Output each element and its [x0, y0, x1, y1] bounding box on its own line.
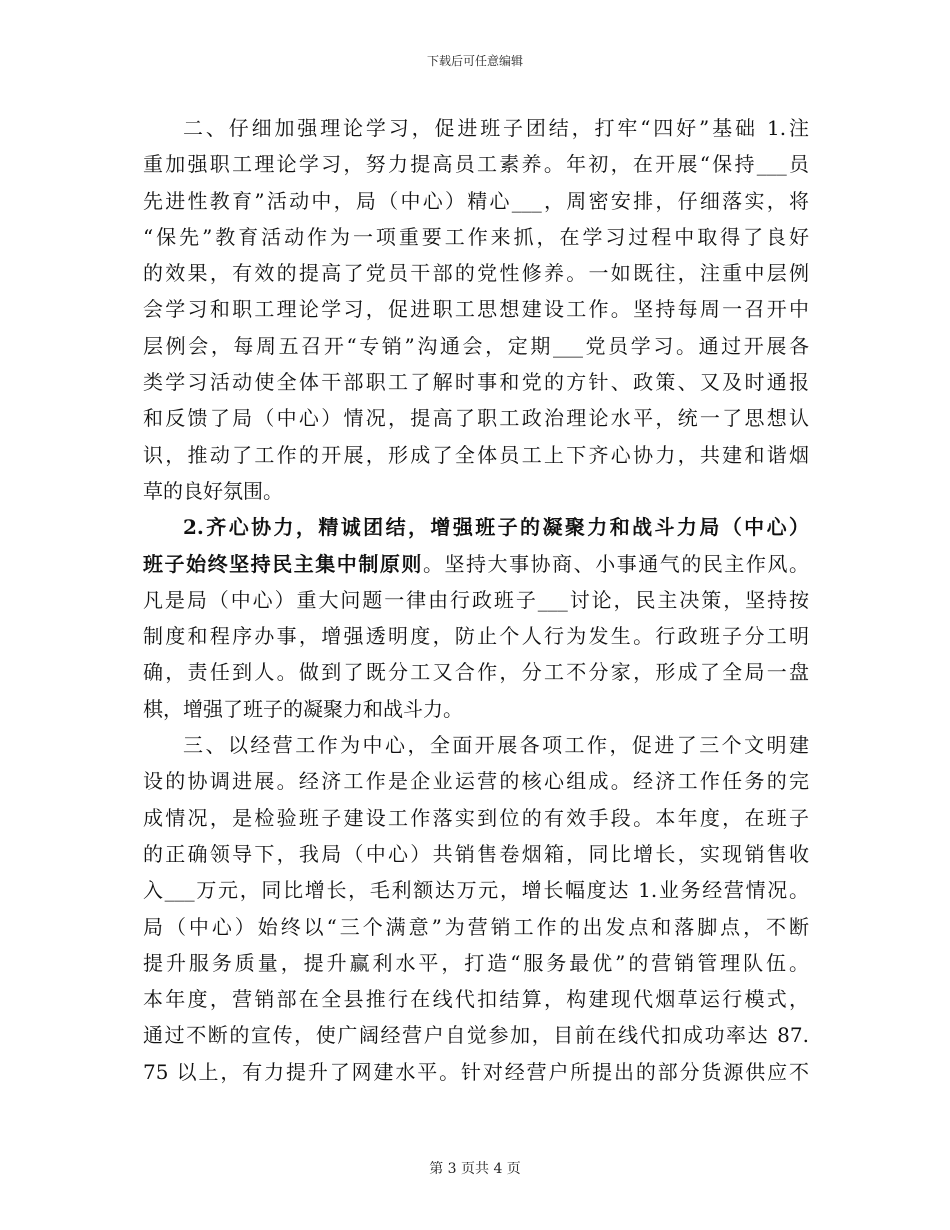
text-line: 本年度，营销部在全县推行在线代扣结算，构建现代烟草运行模式， — [143, 987, 809, 1012]
bold-heading-fragment: 班子始终坚持民主集中制原则 — [143, 551, 423, 576]
page-number: 第 3 页共 4 页 — [429, 1161, 521, 1177]
text-line: 确，责任到人。做到了既分工又合作，分工不分家，形成了全局一盘 — [143, 660, 809, 685]
text-line: 识，推动了工作的开展，形成了全体员工上下齐心协力，共建和谐烟 — [143, 442, 809, 467]
text-line: 类学习活动使全体干部职工了解时事和党的方针、政策、又及时通报 — [143, 370, 809, 395]
text-line: 草的良好氛围。 — [143, 478, 283, 503]
page-header: 下载后可任意编辑 — [426, 54, 523, 68]
text-line: 提升服务质量，提升赢利水平，打造“服务最优”的营销管理队伍。 — [143, 950, 809, 975]
text-line: 和反馈了局（中心）情况，提高了职工政治理论水平，统一了思想认 — [143, 406, 809, 431]
text-fragment: 。坚持大事协商、小事通气的民主作风。 — [422, 551, 810, 576]
text-line: 三、以经营工作为中心，全面开展各项工作，促进了三个文明建 — [183, 733, 809, 758]
text-line: 层例会，每周五召开“专销”沟通会，定期___党员学习。通过开展各 — [143, 333, 809, 358]
text-line: 重加强职工理论学习，努力提高员工素养。年初，在开展“保持___员 — [143, 152, 809, 177]
text-line: 入___万元，同比增长，毛利额达万元，增长幅度达 1.业务经营情况。 — [143, 878, 809, 903]
text-line: 的正确领导下，我局（中心）共销售卷烟箱，同比增长，实现销售收 — [143, 841, 809, 866]
text-line: 会学习和职工理论学习，促进职工思想建设工作。坚持每周一召开中 — [143, 297, 809, 322]
bold-heading-line: 2.齐心协力，精诚团结，增强班子的凝聚力和战斗力局（中心） — [183, 515, 809, 540]
text-line: 设的协调进展。经济工作是企业运营的核心组成。经济工作任务的完 — [143, 769, 809, 794]
text-line: 的效果，有效的提高了党员干部的党性修养。一如既往，注重中层例 — [143, 261, 809, 286]
text-line: 75 以上，有力提升了网建水平。针对经营户所提出的部分货源供应不 — [143, 1059, 809, 1084]
text-line: 凡是局（中心）重大问题一律由行政班子___讨论，民主决策，坚持按 — [143, 587, 809, 612]
document-body — [143, 110, 809, 1090]
text-line: 棋，增强了班子的凝聚力和战斗力。 — [143, 696, 463, 721]
text-line: 通过不断的宣传，使广阔经营户自觉参加，目前在线代扣成功率达 87. — [143, 1023, 809, 1048]
mixed-line — [143, 546, 809, 582]
text-line: 局（中心）始终以“三个满意”为营销工作的出发点和落脚点，不断 — [143, 914, 809, 939]
text-line: 成情况，是检验班子建设工作落实到位的有效手段。本年度，在班子 — [143, 805, 809, 830]
text-line: “保先”教育活动作为一项重要工作来抓，在学习过程中取得了良好 — [143, 224, 809, 249]
text-line: 二、仔细加强理论学习，促进班子团结，打牢“四好”基础 1.注 — [183, 116, 809, 140]
text-line: 制度和程序办事，增强透明度，防止个人行为发生。行政班子分工明 — [143, 624, 809, 649]
text-line: 先进性教育”活动中，局（中心）精心___，周密安排，仔细落实，将 — [143, 188, 809, 213]
